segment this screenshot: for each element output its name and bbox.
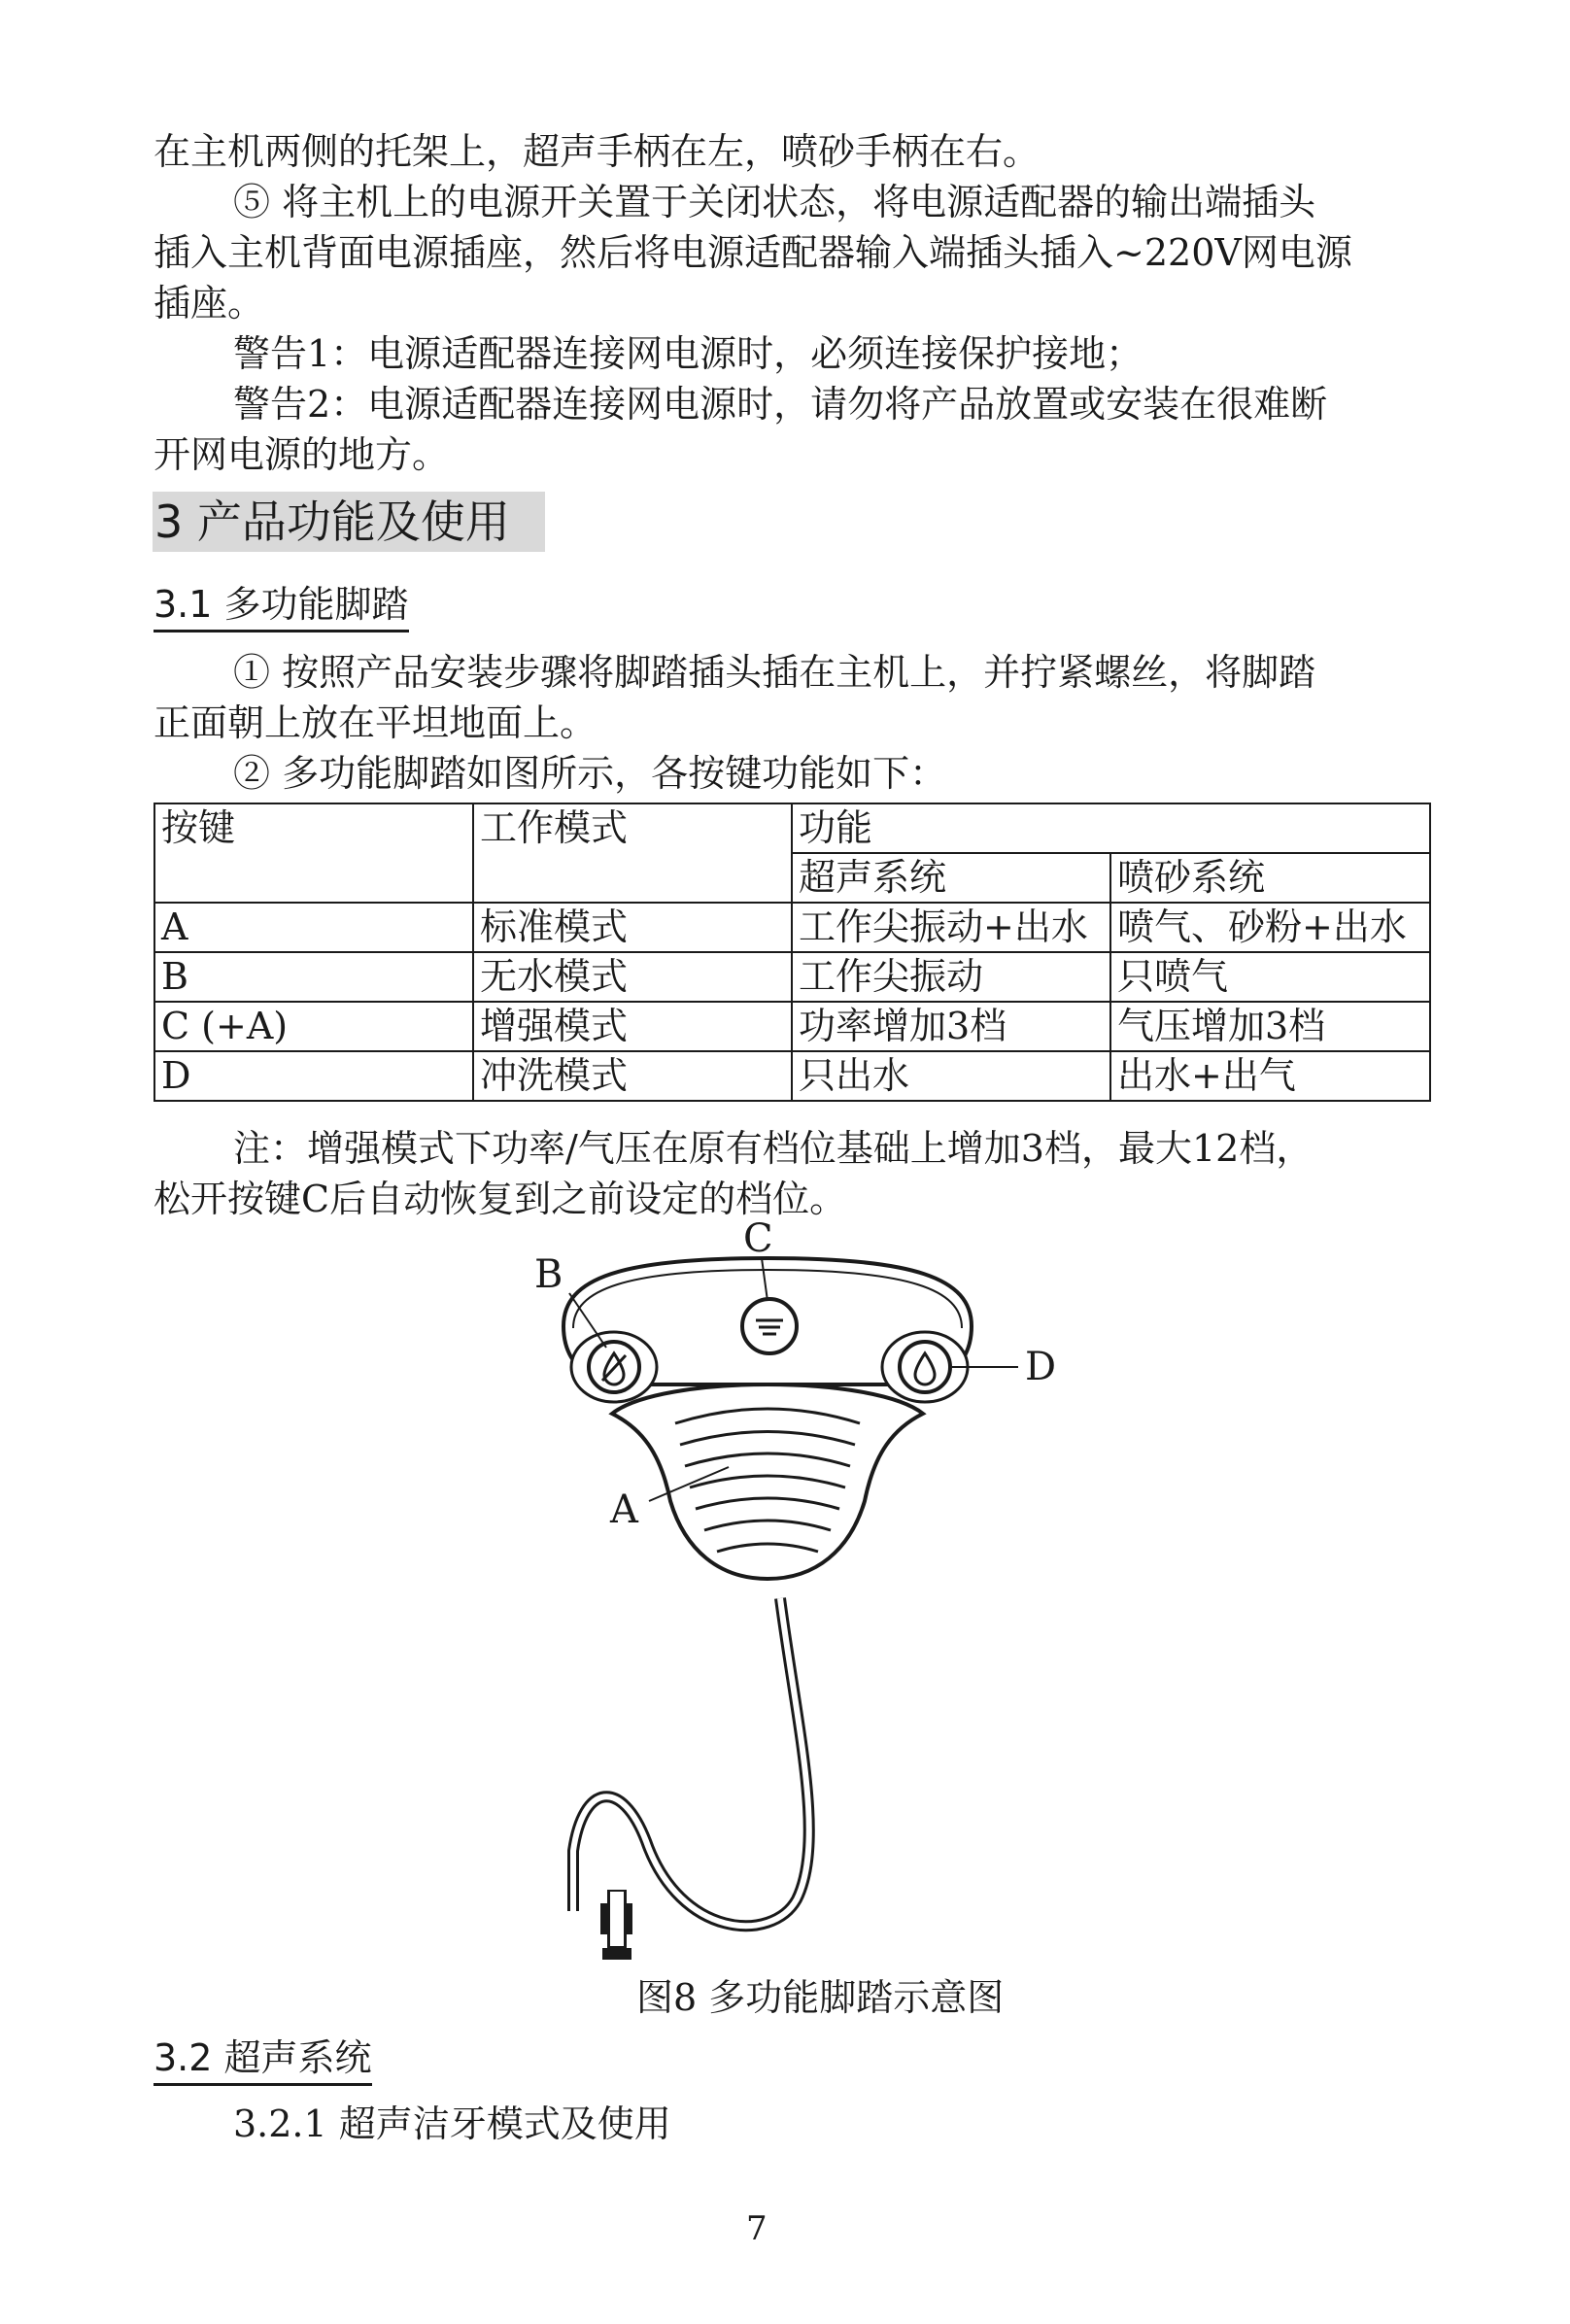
intro-line-3: 插入主机背面电源插座，然后将电源适配器输入端插头插入~220V网电源: [154, 231, 1352, 274]
table-row: [154, 903, 1430, 952]
warning-1: 警告1：电源适配器连接网电源时，必须连接保护接地；: [233, 332, 1143, 375]
pedal-cable: [573, 1598, 809, 1926]
table-cell-mode: 增强模式: [473, 1002, 792, 1051]
intro-line-1: 在主机两侧的托架上，超声手柄在左，喷砂手柄在右。: [154, 130, 1041, 173]
table-cell-ultrasonic: 只出水: [792, 1051, 1110, 1101]
section-heading: 3 产品功能及使用: [153, 492, 545, 552]
table-cell-mode: 标准模式: [473, 903, 792, 952]
subsection-heading-3-2: 3.2 超声系统: [154, 2034, 372, 2086]
table-row: [154, 1051, 1430, 1101]
note-line-1: 注：增强模式下功率/气压在原有档位基础上增加3档，最大12档，: [233, 1127, 1314, 1170]
table-cell-ultrasonic: 功率增加3档: [792, 1002, 1110, 1051]
table-cell-mode: 无水模式: [473, 952, 792, 1002]
key-function-table: [154, 803, 1431, 1102]
table-header-ultrasonic: 超声系统: [792, 853, 1110, 903]
intro-line-2: ⑤ 将主机上的电源开关置于关闭状态，将电源适配器的输出端插头: [233, 181, 1316, 223]
foot-pedal-figure: [505, 1219, 1088, 1977]
intro-line-4: 插座。: [154, 282, 265, 325]
table-cell-sandblast: 气压增加3档: [1110, 1002, 1430, 1051]
table-row: [154, 952, 1430, 1002]
label-a: A: [610, 1487, 638, 1532]
table-cell-sandblast: 喷气、砂粉+出水: [1110, 903, 1430, 952]
table-cell-key: D: [154, 1051, 473, 1101]
figure-caption: 图8 多功能脚踏示意图: [636, 1976, 1005, 2019]
subsection-heading-3-1: 3.1 多功能脚踏: [154, 581, 409, 632]
table-cell-key: C (+A): [154, 1002, 473, 1051]
para-2: ② 多功能脚踏如图所示，各按键功能如下：: [233, 752, 947, 795]
table-cell-ultrasonic: 工作尖振动: [792, 952, 1110, 1002]
pedal-a: [612, 1384, 923, 1579]
table-cell-mode: 冲洗模式: [473, 1051, 792, 1101]
table-header-sandblast: 喷砂系统: [1110, 853, 1430, 903]
label-b: B: [534, 1252, 563, 1297]
table-cell-ultrasonic: 工作尖振动+出水: [792, 903, 1110, 952]
table-header-key: 按键: [154, 803, 473, 903]
warning-2-cont: 开网电源的地方。: [154, 433, 450, 476]
table-row: [154, 1002, 1430, 1051]
para-1-line-1: ① 按照产品安装步骤将脚踏插头插在主机上，并拧紧螺丝，将脚踏: [233, 651, 1316, 694]
table-cell-key: A: [154, 903, 473, 952]
connector-plug: [600, 1890, 632, 1960]
label-d: D: [1025, 1345, 1057, 1389]
para-1-line-2: 正面朝上放在平坦地面上。: [154, 701, 597, 744]
note-line-2: 松开按键C后自动恢复到之前设定的档位。: [154, 1178, 847, 1220]
subsection-3-2-1: 3.2.1 超声洁牙模式及使用: [233, 2102, 671, 2145]
table-cell-sandblast: 只喷气: [1110, 952, 1430, 1002]
warning-2: 警告2：电源适配器连接网电源时，请勿将产品放置或安装在很难断: [233, 383, 1328, 426]
table-header-mode: 工作模式: [473, 803, 792, 903]
table-cell-key: B: [154, 952, 473, 1002]
label-c: C: [743, 1219, 773, 1261]
page-number: 7: [746, 2209, 768, 2248]
table-header-function: 功能: [792, 803, 1430, 853]
table-cell-sandblast: 出水+出气: [1110, 1051, 1430, 1101]
